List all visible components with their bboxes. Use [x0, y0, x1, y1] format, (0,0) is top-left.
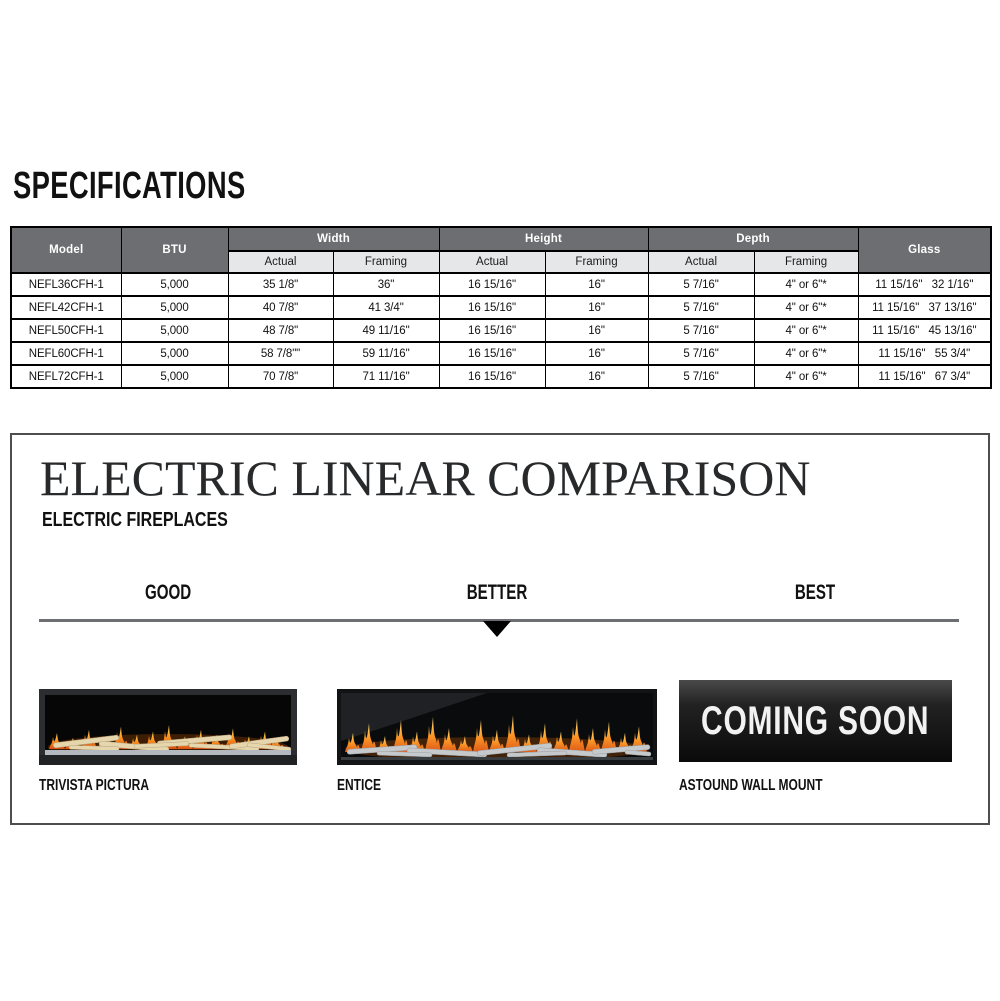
cell-width-actual: 40 7/8" — [228, 296, 333, 319]
tier-label-better: BETTER — [466, 581, 528, 604]
cell-height-actual: 16 15/16" — [439, 296, 545, 319]
cell-height-framing: 16" — [545, 365, 648, 388]
cell-glass: 11 15/16" 67 3/4" — [858, 365, 991, 388]
col-header-width: Width — [228, 227, 439, 251]
cell-width-actual: 35 1/8" — [228, 273, 333, 296]
cell-depth-actual: 5 7/16" — [648, 365, 754, 388]
tier-label-good: GOOD — [144, 581, 192, 604]
cell-height-framing: 16" — [545, 273, 648, 296]
col-header-btu: BTU — [121, 227, 228, 273]
subcol-width-actual: Actual — [228, 251, 333, 273]
cell-btu: 5,000 — [121, 365, 228, 388]
cell-depth-actual: 5 7/16" — [648, 342, 754, 365]
cell-height-framing: 16" — [545, 342, 648, 365]
cell-height-framing: 16" — [545, 296, 648, 319]
cell-glass: 11 15/16" 37 13/16" — [858, 296, 991, 319]
comparison-title: ELECTRIC LINEAR COMPARISON — [40, 450, 811, 506]
cell-width-framing: 49 11/16" — [333, 319, 439, 342]
cell-height-actual: 16 15/16" — [439, 319, 545, 342]
cell-depth-framing: 4" or 6"* — [754, 319, 858, 342]
cell-model: NEFL50CFH-1 — [11, 319, 121, 342]
subcol-depth-framing: Framing — [754, 251, 858, 273]
cell-btu: 5,000 — [121, 296, 228, 319]
table-row — [11, 319, 991, 342]
cell-height-framing: 16" — [545, 319, 648, 342]
table-row — [11, 296, 991, 319]
cell-width-actual: 58 7/8"" — [228, 342, 333, 365]
comparison-section — [10, 433, 990, 825]
cell-model: NEFL36CFH-1 — [11, 273, 121, 296]
down-triangle-icon — [483, 621, 511, 637]
subcol-width-framing: Framing — [333, 251, 439, 273]
cell-depth-framing: 4" or 6"* — [754, 365, 858, 388]
product-label-entice: ENTICE — [337, 777, 382, 794]
cell-glass: 11 15/16" 32 1/16" — [858, 273, 991, 296]
col-header-model: Model — [11, 227, 121, 273]
cell-glass: 11 15/16" 55 3/4" — [858, 342, 991, 365]
table-row — [11, 342, 991, 365]
entice-image — [337, 689, 657, 765]
cell-btu: 5,000 — [121, 342, 228, 365]
comparison-subtitle: ELECTRIC FIREPLACES — [42, 509, 228, 531]
cell-height-actual: 16 15/16" — [439, 342, 545, 365]
product-label-astound-wall-mount: ASTOUND WALL MOUNT — [679, 777, 823, 794]
cell-width-framing: 59 11/16" — [333, 342, 439, 365]
spec-table-body — [11, 273, 991, 388]
coming-soon-label: COMING SOON — [701, 698, 930, 743]
cell-model: NEFL42CFH-1 — [11, 296, 121, 319]
cell-depth-framing: 4" or 6"* — [754, 342, 858, 365]
cell-model: NEFL72CFH-1 — [11, 365, 121, 388]
cell-depth-actual: 5 7/16" — [648, 319, 754, 342]
cell-height-actual: 16 15/16" — [439, 365, 545, 388]
coming-soon-badge — [679, 680, 952, 762]
subcol-depth-actual: Actual — [648, 251, 754, 273]
subcol-height-framing: Framing — [545, 251, 648, 273]
cell-width-framing: 36" — [333, 273, 439, 296]
subcol-height-actual: Actual — [439, 251, 545, 273]
col-header-depth: Depth — [648, 227, 858, 251]
cell-depth-actual: 5 7/16" — [648, 296, 754, 319]
product-label-trivista-pictura: TRIVISTA PICTURA — [39, 777, 150, 794]
cell-width-actual: 48 7/8" — [228, 319, 333, 342]
col-header-height: Height — [439, 227, 648, 251]
tier-label-best: BEST — [795, 581, 836, 604]
cell-btu: 5,000 — [121, 319, 228, 342]
cell-width-framing: 71 11/16" — [333, 365, 439, 388]
trivista-pictura-image — [39, 689, 297, 765]
cell-width-actual: 70 7/8" — [228, 365, 333, 388]
cell-height-actual: 16 15/16" — [439, 273, 545, 296]
page-title: SPECIFICATIONS — [13, 165, 246, 207]
table-row — [11, 273, 991, 296]
spec-table-container — [10, 226, 990, 389]
spec-table — [10, 226, 992, 389]
cell-glass: 11 15/16" 45 13/16" — [858, 319, 991, 342]
col-header-glass: Glass — [858, 227, 991, 273]
cell-btu: 5,000 — [121, 273, 228, 296]
table-row — [11, 365, 991, 388]
cell-width-framing: 41 3/4" — [333, 296, 439, 319]
cell-depth-framing: 4" or 6"* — [754, 296, 858, 319]
cell-model: NEFL60CFH-1 — [11, 342, 121, 365]
cell-depth-framing: 4" or 6"* — [754, 273, 858, 296]
cell-depth-actual: 5 7/16" — [648, 273, 754, 296]
